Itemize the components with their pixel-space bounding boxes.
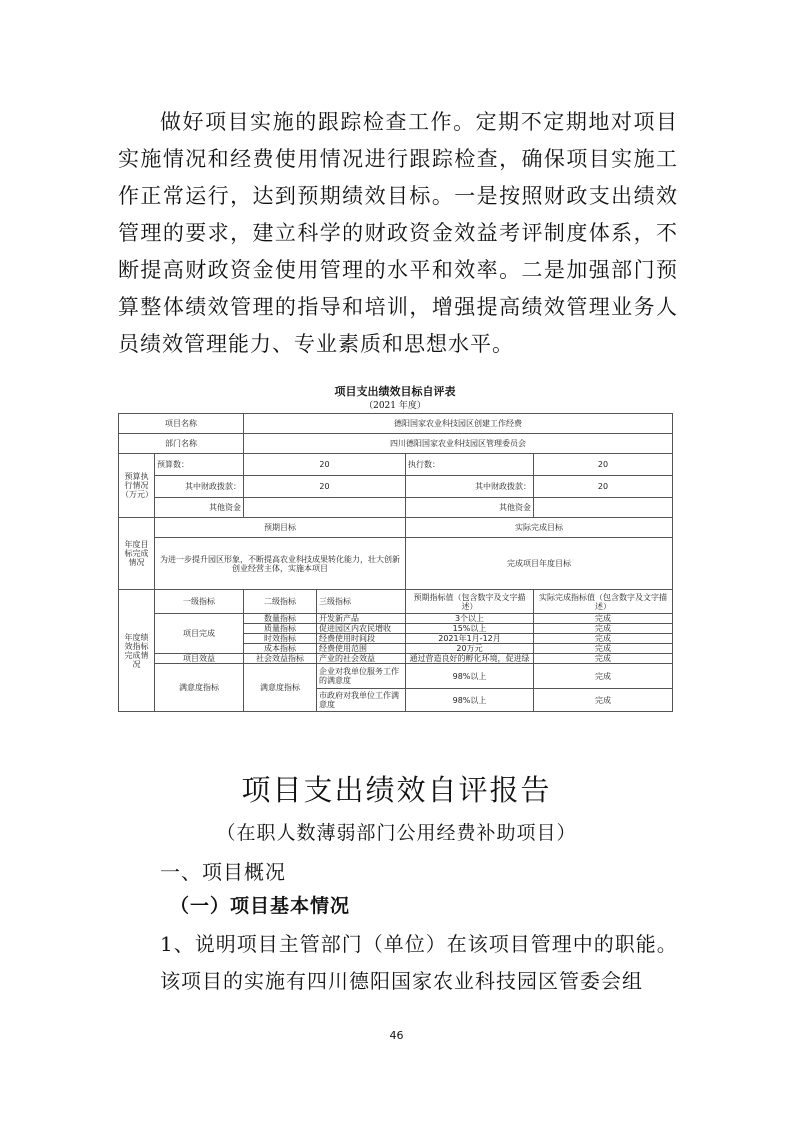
project-name-label: 项目名称 bbox=[119, 414, 244, 434]
indicator-l3: 经费使用时间段 bbox=[317, 634, 406, 644]
indicator-l2: 成本指标 bbox=[244, 644, 317, 654]
body-line: 该项目的实施有四川德阳国家农业科技园区管委会组 bbox=[160, 969, 643, 993]
body-paragraph bbox=[160, 926, 680, 1000]
indicator-actual: 完成 bbox=[534, 654, 673, 664]
indicator-actual: 完成 bbox=[534, 624, 673, 634]
indicator-l2: 数量指标 bbox=[244, 614, 317, 624]
header-level-2: 二级指标 bbox=[244, 590, 317, 614]
indicator-expected: 通过营造良好的孵化环境，促进绿 bbox=[406, 654, 534, 664]
page-number: 46 bbox=[389, 1029, 404, 1042]
indicator-l2: 时效指标 bbox=[244, 634, 317, 644]
indicator-l2: 社会效益指标 bbox=[244, 654, 317, 664]
exec-label: 执行数： bbox=[406, 454, 534, 476]
indicator-expected: 20万元 bbox=[406, 644, 534, 654]
table-row bbox=[119, 454, 673, 476]
indicator-l3: 市政府对我单位工作满意度 bbox=[317, 689, 406, 712]
indicator-expected: 98%以上 bbox=[406, 689, 534, 712]
table-row bbox=[119, 476, 673, 498]
table-row bbox=[119, 498, 673, 518]
table-row bbox=[119, 654, 673, 664]
indicator-l3: 企业对我单位服务工作的满意度 bbox=[317, 664, 406, 689]
indicator-actual: 完成 bbox=[534, 644, 673, 654]
header-actual: 实际完成指标值（包含数字及文字描述） bbox=[534, 590, 673, 614]
indicator-l1: 满意度指标 bbox=[155, 664, 244, 712]
indicator-l3: 经费使用范围 bbox=[317, 644, 406, 654]
indicator-actual: 完成 bbox=[534, 614, 673, 624]
table-year: （2021 年度） bbox=[364, 401, 426, 411]
indicator-actual: 完成 bbox=[534, 689, 673, 712]
indicator-l1: 项目效益 bbox=[155, 654, 244, 664]
project-name-value: 德阳国家农业科技园区创建工作经费 bbox=[244, 414, 673, 434]
annual-goal-label: 年度目标完成情况 bbox=[119, 518, 155, 590]
indicator-label: 年度绩效指标完成情况 bbox=[119, 590, 155, 712]
actual-goal-header: 实际完成目标 bbox=[406, 518, 673, 538]
fiscal-label-right: 其中财政拨款： bbox=[406, 476, 534, 498]
indicator-l3: 开发新产品 bbox=[317, 614, 406, 624]
report-subtitle: （在职人数薄弱部门公用经费补助项目） bbox=[216, 822, 577, 844]
table-row bbox=[119, 614, 673, 624]
evaluation-grid bbox=[118, 413, 673, 712]
dept-value: 四川德阳国家农业科技园区管理委员会 bbox=[244, 434, 673, 454]
fiscal-value-right: 20 bbox=[534, 476, 673, 498]
table-row bbox=[119, 434, 673, 454]
exec-value: 20 bbox=[534, 454, 673, 476]
intro-paragraph-text: 做好项目实施的跟踪检查工作。定期不定期地对项目实施情况和经费使用情况进行跟踪检查，确保项目实施工作正常运行，达到预期绩效目标。一是按照财政支出绩效管理的要求，建立科学的财政资金效益考评制度体系，不断提高财政资金使用管理的水平和效率。二是加强部门预算整体绩效管理的指导和培训，增强提高绩效管理业务人员绩效管理能力、专业素质和思想水平。 bbox=[118, 110, 678, 356]
intro-paragraph bbox=[118, 104, 678, 363]
section-heading-1-1: （一）项目基本情况 bbox=[170, 895, 351, 917]
table-row bbox=[119, 538, 673, 590]
indicator-l3: 促进园区内农民增收 bbox=[317, 624, 406, 634]
section-heading-1: 一、项目概况 bbox=[160, 860, 286, 884]
indicator-expected: 3个以上 bbox=[406, 614, 534, 624]
budget-value: 20 bbox=[244, 454, 406, 476]
indicator-actual: 完成 bbox=[534, 664, 673, 689]
indicator-expected: 15%以上 bbox=[406, 624, 534, 634]
body-line: 1、说明项目主管部门（单位）在该项目管理中的职能。 bbox=[160, 932, 678, 956]
performance-self-evaluation-table bbox=[118, 381, 672, 717]
table-row bbox=[119, 590, 673, 614]
fiscal-label-left: 其中财政拨款： bbox=[155, 476, 244, 498]
header-expected: 预期指标值（包含数字及文字描述） bbox=[406, 590, 534, 614]
other-label-left: 其他资金 bbox=[155, 498, 244, 518]
table-row bbox=[119, 664, 673, 689]
indicator-expected: 98%以上 bbox=[406, 664, 534, 689]
table-row bbox=[119, 518, 673, 538]
indicator-expected: 2021年1月-12月 bbox=[406, 634, 534, 644]
table-row bbox=[119, 414, 673, 434]
header-level-3: 三级指标 bbox=[317, 590, 406, 614]
expected-goal-header: 预期目标 bbox=[155, 518, 406, 538]
fiscal-value-left: 20 bbox=[244, 476, 406, 498]
indicator-actual: 完成 bbox=[534, 634, 673, 644]
report-title: 项目支出绩效自评报告 bbox=[241, 773, 552, 807]
budget-label: 预算数： bbox=[155, 454, 244, 476]
indicator-l2: 满意度指标 bbox=[244, 664, 317, 712]
dept-label: 部门名称 bbox=[119, 434, 244, 454]
other-label-right: 其他资金 bbox=[406, 498, 534, 518]
header-level-1: 一级指标 bbox=[155, 590, 244, 614]
indicator-l2: 质量指标 bbox=[244, 624, 317, 634]
table-title: 项目支出绩效目标自评表 bbox=[334, 385, 456, 398]
actual-goal-text: 完成项目年度目标 bbox=[406, 538, 673, 590]
funds-label: 预算执行情况（万元） bbox=[119, 454, 155, 518]
indicator-l3: 产业的社会效益 bbox=[317, 654, 406, 664]
other-value-right bbox=[534, 498, 673, 518]
expected-goal-text: 为进一步提升园区形象，不断提高农业科技成果转化能力，壮大创新创业经营主体，实施本项目 bbox=[155, 538, 406, 590]
indicator-l1: 项目完成 bbox=[155, 614, 244, 654]
other-value-left bbox=[244, 498, 406, 518]
